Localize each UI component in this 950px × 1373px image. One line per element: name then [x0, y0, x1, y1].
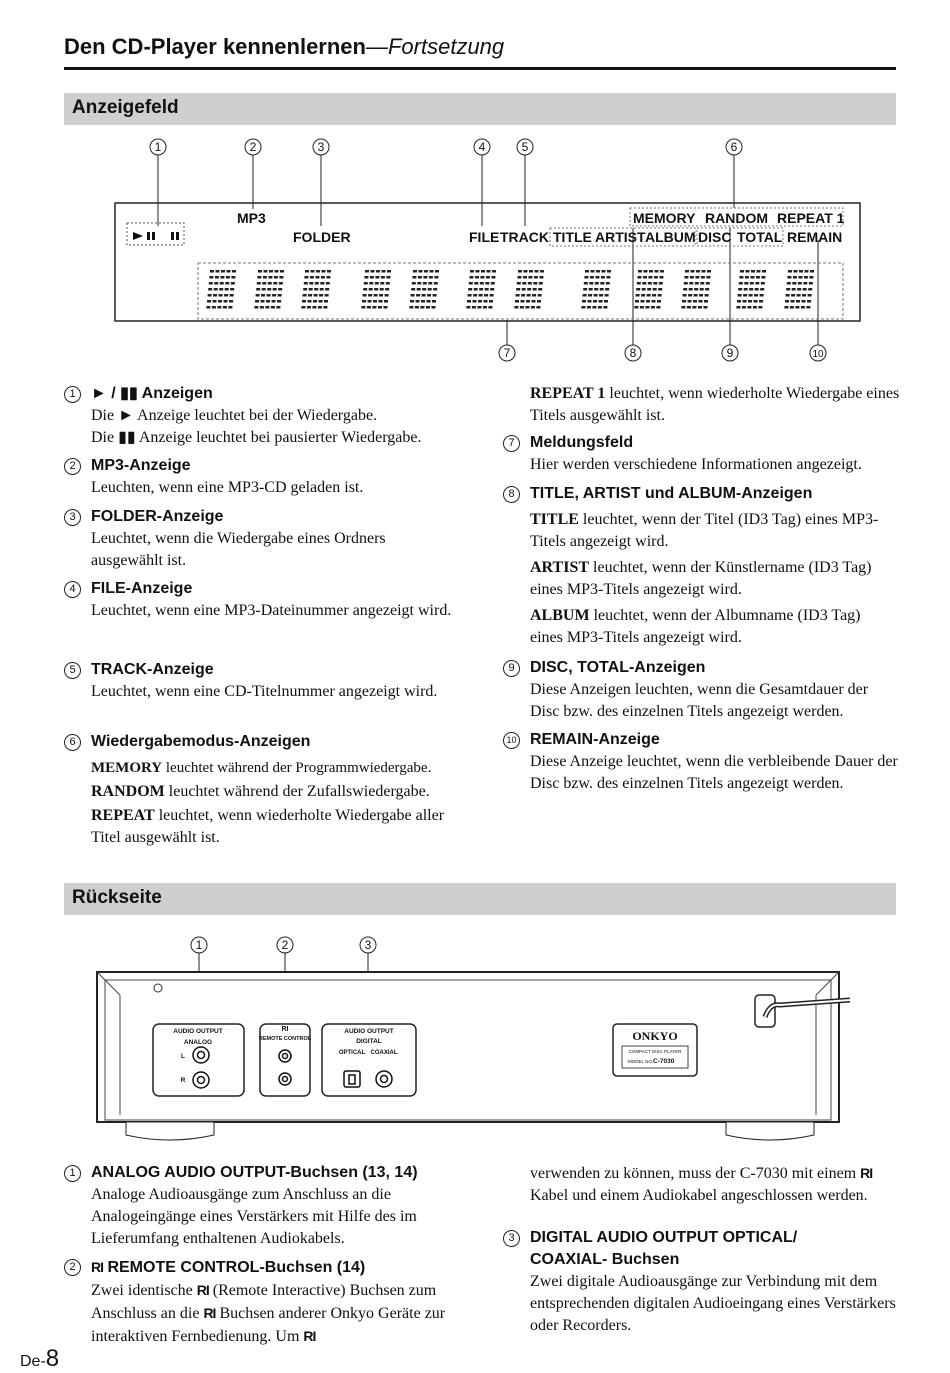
- random-label: RANDOM: [705, 210, 768, 226]
- display-item-9: 9 DISC, TOTAL-Anzeigen Diese Anzeigen leuchten, wenn die Gesamtdauer der Disc bzw. des einzelnen Titels angezeigt werden.: [503, 657, 903, 723]
- display-item-4: 4 FILE-Anzeige Leuchtet, wenn eine MP3-Dateinummer angezeigt wird.: [64, 578, 464, 622]
- remain-label: REMAIN: [787, 229, 843, 245]
- page-title: Den CD-Player kennenlernen—Fortsetzung: [64, 34, 505, 59]
- mp3-label: MP3: [237, 210, 266, 226]
- foot-right: [726, 1122, 814, 1140]
- l-label: L: [181, 1053, 185, 1060]
- foot-left: [126, 1122, 214, 1140]
- rear-item-2: 2 RI REMOTE CONTROL-Buchsen (14) Zwei identische RI (Remote Interactive) Buchsen zum Anschluss an die RI Buchsen anderer Onkyo Geräte zur interaktiven Fernbedienung. Um RI: [64, 1256, 474, 1348]
- pause-icon: [152, 232, 155, 240]
- title-rule: [64, 67, 896, 70]
- optical-label: OPTICAL: [338, 1050, 366, 1056]
- svg-text:COMPACT DISC PLAYER: COMPACT DISC PLAYER: [628, 1049, 682, 1054]
- brand-logo: ONKYO: [632, 1029, 678, 1043]
- file-label: FILE: [469, 229, 500, 245]
- dot-matrix-char: [514, 270, 544, 309]
- display-item-3: 3 FOLDER-Anzeige Leuchtet, wenn die Wiedergabe eines Ordners ausgewählt ist.: [64, 506, 464, 572]
- dot-matrix-char: [634, 270, 664, 309]
- display-item-5: 5 TRACK-Anzeige Leuchtet, wenn eine CD-Titelnummer angezeigt wird.: [64, 659, 464, 703]
- callout-10: [810, 345, 826, 361]
- play-icon: [133, 232, 143, 240]
- album-label: ALBUM: [645, 229, 696, 245]
- dot-matrix-char: [466, 270, 496, 309]
- svg-text:3: 3: [364, 938, 372, 952]
- rear-panel-diagram: [0, 925, 950, 1150]
- svg-text:1: 1: [195, 938, 203, 952]
- svg-text:1: 1: [154, 140, 162, 154]
- dot-matrix-characters: [206, 270, 814, 309]
- rear-item-1: 1 ANALOG AUDIO OUTPUT-Buchsen (13, 14) Analoge Audioausgänge zum Anschluss an die Analogeingänge eines Verstärkers mit Hilfe des im Lieferumfang enthaltenen Audiokabels.: [64, 1162, 474, 1250]
- leader-lines: [158, 155, 818, 345]
- svg-text:3: 3: [317, 140, 325, 154]
- display-item-8: 8 TITLE, ARTIST und ALBUM-Anzeigen TITLE leuchtet, wenn der Titel (ID3 Tag) eines MP3-Titels angezeigt wird. ARTIST leuchtet, wenn der Künstlername (ID3 Tag) eines MP3-Titels angezeigt wird. ALBUM leuchtet, wenn der Albumname (ID3 Tag) eines MP3-Titels angezeigt wird.: [503, 483, 903, 649]
- coaxial-label: COAXIAL: [370, 1050, 398, 1056]
- callout-4: [474, 139, 490, 155]
- dot-matrix-char: [254, 270, 284, 309]
- svg-text:10: 10: [812, 349, 824, 360]
- svg-text:8: 8: [629, 346, 637, 360]
- display-item-1: 1 ► / ▮▮ Anzeigen Die ► Anzeige leuchtet bei der Wiedergabe. Die ▮▮ Anzeige leuchtet bei pausierter Wiedergabe.: [64, 383, 464, 449]
- svg-text:7: 7: [503, 346, 511, 360]
- dot-matrix-char: [301, 270, 331, 309]
- ri-logo: RI: [91, 1259, 103, 1275]
- display-item-2: 2 MP3-Anzeige Leuchten, wenn eine MP3-CD geladen ist.: [64, 455, 464, 499]
- ri-logo-panel: RI: [281, 1026, 289, 1033]
- artist-label: ARTIST: [595, 229, 646, 245]
- svg-text:5: 5: [521, 140, 529, 154]
- callout-2: [245, 139, 261, 155]
- chassis: [97, 972, 839, 1122]
- svg-text:C-7030: C-7030: [653, 1058, 675, 1065]
- audio-output-label-1: AUDIO OUTPUT: [173, 1028, 223, 1035]
- folder-label: FOLDER: [293, 229, 351, 245]
- svg-text:2: 2: [249, 140, 257, 154]
- rear-item-3: 3 DIGITAL AUDIO OUTPUT OPTICAL/ COAXIAL- Buchsen Zwei digitale Audioausgänge zur Verbindung mit dem entsprechenden digitalen Audioeingang eines Verstärkers oder Recorders.: [503, 1227, 903, 1337]
- svg-text:2: 2: [281, 938, 289, 952]
- display-item-10: 10 REMAIN-Anzeige Diese Anzeige leuchtet, wenn die verbleibende Dauer der Disc bzw. des einzelnen Titels angezeigt werden.: [503, 729, 903, 795]
- memory-label: MEMORY: [633, 210, 696, 226]
- dot-matrix-char: [361, 270, 391, 309]
- audio-output-label-2: AUDIO OUTPUT: [344, 1028, 394, 1035]
- section-heading-rear: Rückseite: [64, 883, 896, 915]
- repeat1-label: REPEAT 1: [777, 210, 845, 226]
- dot-matrix-char: [736, 270, 766, 309]
- callout-1: [150, 139, 166, 155]
- callout-8: [625, 345, 641, 361]
- dot-matrix-char: [206, 270, 236, 309]
- dot-matrix-char: [581, 270, 611, 309]
- callout-numbers: [150, 139, 826, 361]
- rear-callout-3: [360, 937, 376, 953]
- disc-label: DISC: [698, 229, 732, 245]
- rear-callout-2: [277, 937, 293, 953]
- display-item-7: 7 Meldungsfeld Hier werden verschiedene Informationen angezeigt.: [503, 432, 903, 476]
- svg-text:6: 6: [730, 140, 738, 154]
- display-item-6: 6 Wiedergabemodus-Anzeigen MEMORY leuchtet während der Programmwiedergabe. RANDOM leuchtet während der Zufallswiedergabe. REPEAT leuchtet, wenn wiederholte Wiedergabe aller Titel ausgewählt ist.: [64, 731, 474, 849]
- svg-text:MODEL NO.: MODEL NO.: [628, 1059, 654, 1064]
- rear-callout-1: [191, 937, 207, 953]
- track-label: TRACK: [500, 229, 549, 245]
- callout-9: [722, 345, 738, 361]
- page-number: De-8: [20, 1345, 60, 1372]
- callout-6: [726, 139, 742, 155]
- callout-7: [499, 345, 515, 361]
- digital-label: DIGITAL: [356, 1038, 382, 1045]
- section-heading-display: Anzeigefeld: [64, 93, 896, 125]
- display-item-6-continued: REPEAT 1 leuchtet, wenn wiederholte Wiedergabe eines Titels ausgewählt ist.: [530, 385, 900, 424]
- display-diagram: [0, 130, 950, 370]
- title-label: TITLE: [553, 229, 592, 245]
- dot-matrix-char: [681, 270, 711, 309]
- rear-item-2-continued: verwenden zu können, muss der C-7030 mit einem RI Kabel und einem Audiokabel angeschlossen werden.: [530, 1165, 873, 1204]
- r-label: R: [180, 1077, 186, 1084]
- total-label: TOTAL: [737, 229, 783, 245]
- svg-text:4: 4: [478, 140, 486, 154]
- callout-3: [313, 139, 329, 155]
- dot-matrix-char: [784, 270, 814, 309]
- callout-5: [517, 139, 533, 155]
- analog-label: ANALOG: [183, 1039, 213, 1046]
- dot-matrix-char: [409, 270, 439, 309]
- remote-control-label: REMOTE CONTROL: [258, 1036, 312, 1042]
- svg-text:9: 9: [726, 346, 734, 360]
